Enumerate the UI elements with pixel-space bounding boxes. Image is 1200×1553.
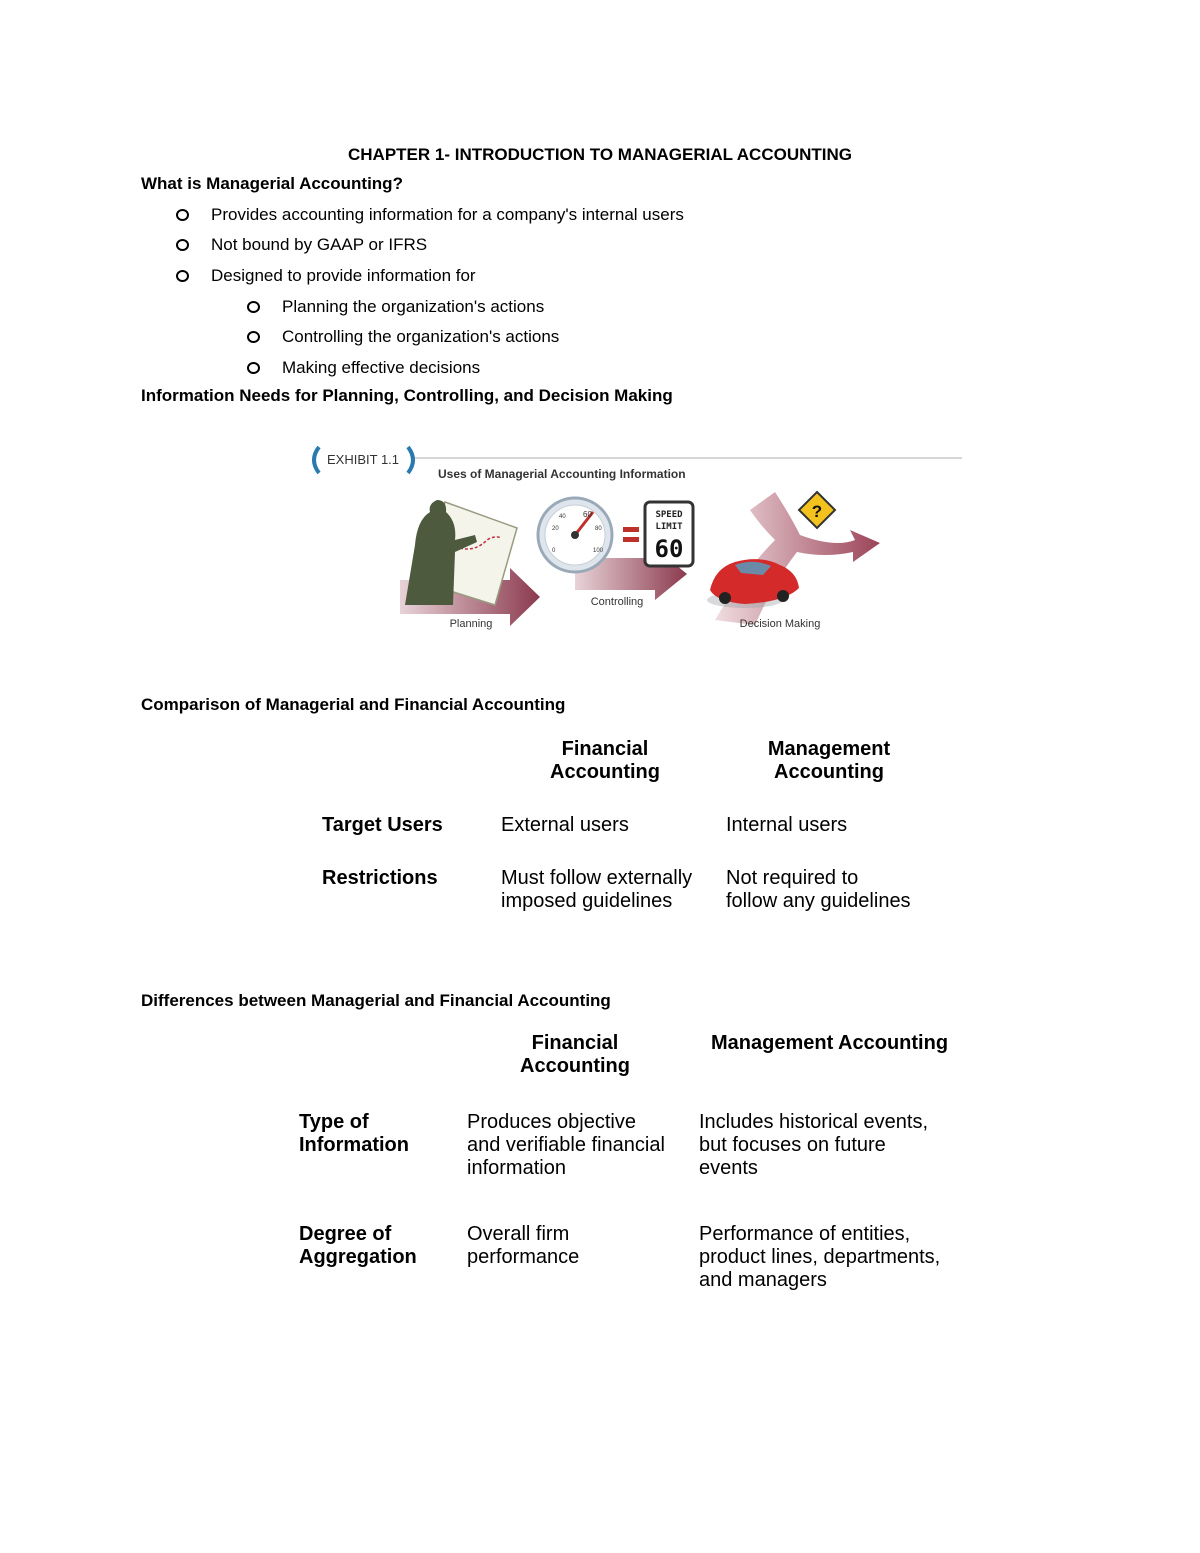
comparison-cell: Must follow externally imposed guidelines [501,867,693,912]
exhibit-figure [305,440,965,640]
gauge-mark: 60 [583,510,592,519]
caption-decision-making: Decision Making [739,618,821,630]
differences-cell: Produces objective and verifiable financial information [467,1111,665,1179]
comparison-cell: Internal users [726,814,848,836]
bullet-circle-icon [176,270,189,282]
bullet-circle-icon [247,331,260,343]
gauge-mark: 40 [559,514,566,520]
equals-icon [623,527,639,532]
bracket-right-icon [408,447,413,473]
differences-cell: Includes historical events, but focuses on future events [699,1111,929,1179]
section-heading-information-needs: Information Needs for Planning, Controlling, and Decision Making [141,386,673,405]
caption-planning: Planning [449,618,493,630]
svg-text:60: 60 [654,535,684,563]
comparison-cell: Not required to follow any guidelines [726,867,911,912]
differences-cell: Overall firm performance [467,1223,580,1268]
svg-text:SPEED: SPEED [655,510,683,520]
list-item: Not bound by GAAP or IFRS [211,235,427,255]
bullet-circle-icon [176,239,189,251]
sub-list-item: Planning the organization's actions [282,297,544,317]
differences-cell: Performance of entities, product lines, departments, and managers [699,1223,941,1291]
differences-row-label: Type of Information [299,1111,409,1156]
differences-col-header-management: Management Accounting [711,1032,949,1054]
bullet-circle-icon [176,209,189,221]
sub-list-item: Controlling the organization's actions [282,327,559,347]
section-heading-differences: Differences between Managerial and Financial Accounting [141,991,611,1010]
comparison-col-header-financial: Financial Accounting [550,738,660,783]
svg-text:?: ? [811,502,823,521]
gauge-mark: 0 [552,548,556,554]
chapter-title: CHAPTER 1- INTRODUCTION TO MANAGERIAL ACCOUNTING [347,145,852,164]
list-item: Provides accounting information for a company's internal users [211,205,684,225]
gauge-mark: 100 [593,548,604,554]
comparison-row-label: Restrictions [322,867,438,889]
gauge-mark: 20 [552,526,559,532]
sub-list-item: Making effective decisions [282,358,480,378]
bullet-circle-icon [247,301,260,313]
exhibit-label: EXHIBIT 1.1 [327,452,400,467]
bullet-circle-icon [247,362,260,374]
caption-controlling: Controlling [590,596,644,608]
section-heading-comparison: Comparison of Managerial and Financial Accounting [141,695,566,714]
comparison-col-header-management: Management Accounting [767,738,891,783]
gauge-mark: 80 [595,526,602,532]
exhibit-illustration [305,440,965,640]
exhibit-subtitle: Uses of Managerial Accounting Information [438,467,686,481]
list-item: Designed to provide information for [211,266,476,286]
section-heading-what-is: What is Managerial Accounting? [141,174,403,193]
bracket-left-icon [314,447,319,473]
comparison-row-label: Target Users [322,814,443,836]
differences-row-label: Degree of Aggregation [299,1223,417,1268]
comparison-cell: External users [501,814,629,836]
svg-text:LIMIT: LIMIT [655,522,683,532]
differences-col-header-financial: Financial Accounting [520,1032,630,1077]
